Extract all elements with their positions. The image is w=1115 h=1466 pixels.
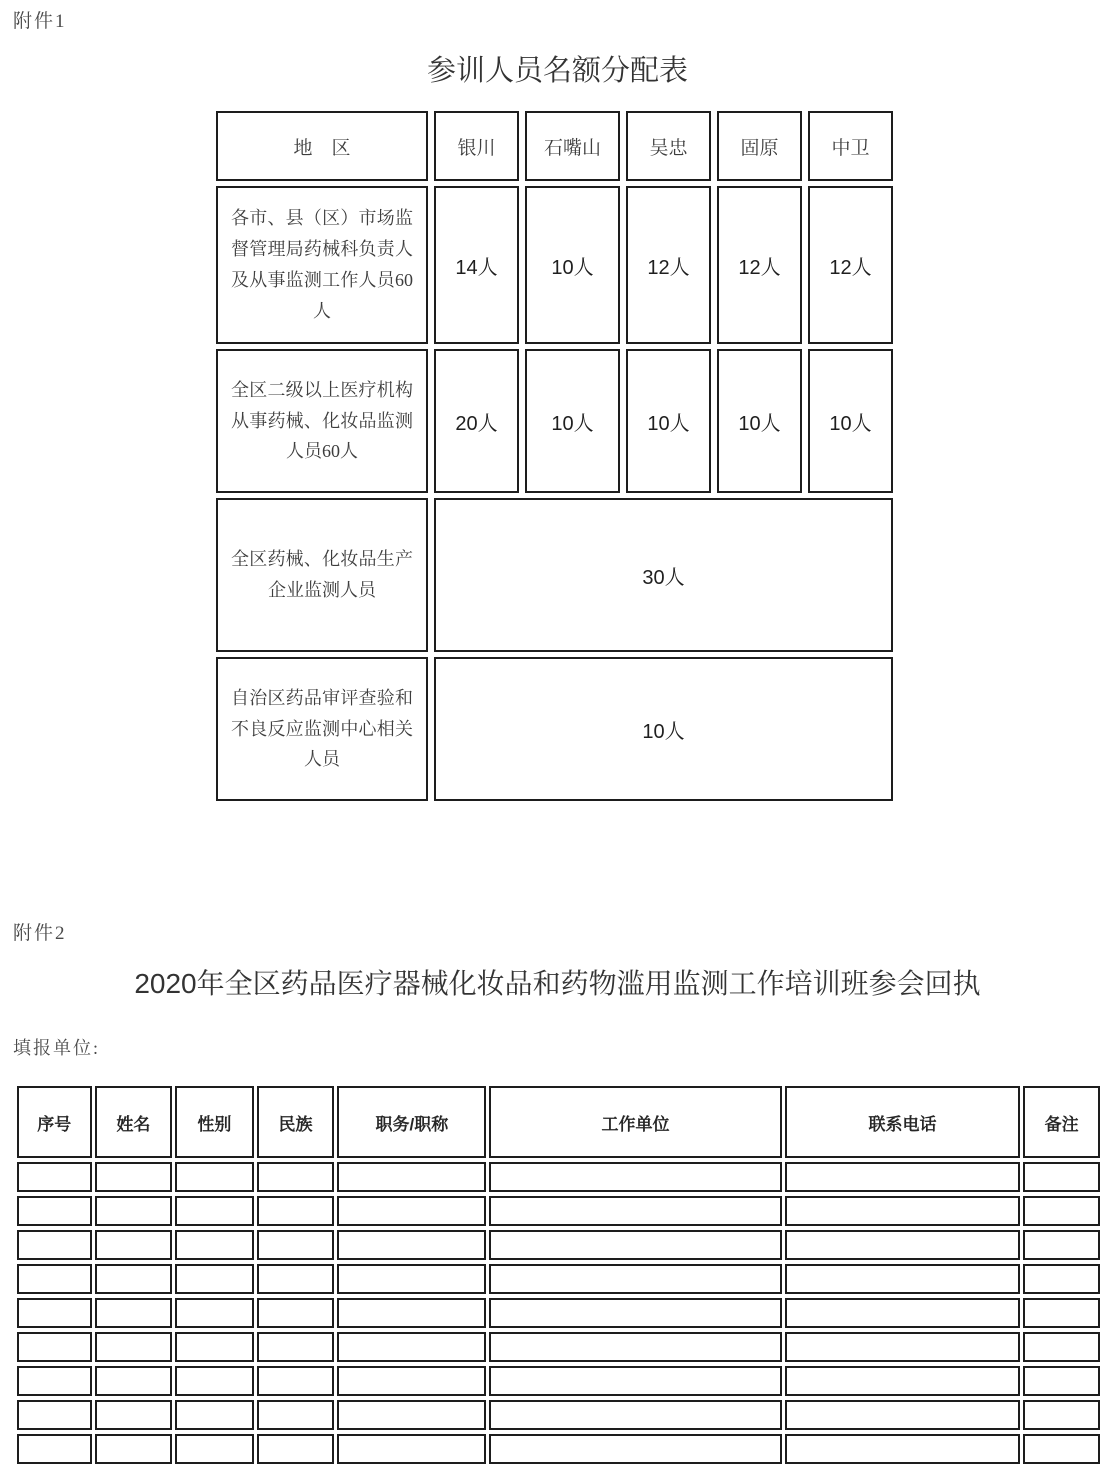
receipt-empty-cell[interactable] [337, 1400, 486, 1430]
receipt-empty-cell[interactable] [337, 1264, 486, 1294]
receipt-empty-cell[interactable] [17, 1196, 92, 1226]
receipt-table-body [17, 1086, 1100, 1464]
receipt-empty-cell[interactable] [1023, 1434, 1100, 1464]
quota-value-cell: 12人 [626, 186, 711, 344]
receipt-empty-row [17, 1196, 1100, 1226]
quota-category-cell: 全区药械、化妆品生产企业监测人员 [216, 498, 428, 652]
receipt-empty-cell[interactable] [95, 1366, 173, 1396]
quota-header-cell-guyuan: 固原 [717, 111, 802, 181]
receipt-empty-cell[interactable] [785, 1162, 1021, 1192]
quota-table [210, 106, 899, 806]
receipt-empty-cell[interactable] [489, 1366, 781, 1396]
receipt-empty-cell[interactable] [1023, 1196, 1100, 1226]
receipt-empty-cell[interactable] [1023, 1230, 1100, 1260]
quota-value-cell: 10人 [525, 186, 620, 344]
receipt-empty-cell[interactable] [257, 1230, 335, 1260]
quota-value-cell: 10人 [626, 349, 711, 493]
receipt-header-cell-remark: 备注 [1023, 1086, 1100, 1158]
receipt-empty-cell[interactable] [337, 1196, 486, 1226]
receipt-empty-row [17, 1264, 1100, 1294]
quota-header-cell-zhongwei: 中卫 [808, 111, 893, 181]
quota-merged-value-cell: 30人 [434, 498, 893, 652]
receipt-empty-row [17, 1434, 1100, 1464]
receipt-empty-row [17, 1366, 1100, 1396]
receipt-empty-cell[interactable] [17, 1332, 92, 1362]
receipt-empty-cell[interactable] [17, 1264, 92, 1294]
quota-row [216, 349, 893, 493]
receipt-empty-cell[interactable] [175, 1264, 254, 1294]
receipt-empty-cell[interactable] [175, 1230, 254, 1260]
receipt-empty-cell[interactable] [337, 1230, 486, 1260]
receipt-empty-cell[interactable] [1023, 1298, 1100, 1328]
receipt-empty-cell[interactable] [337, 1434, 486, 1464]
quota-header-cell-shizuishan: 石嘴山 [525, 111, 620, 181]
receipt-header-row [17, 1086, 1100, 1158]
quota-header-cell-wuzhong: 吴忠 [626, 111, 711, 181]
receipt-empty-cell[interactable] [489, 1162, 781, 1192]
receipt-empty-cell[interactable] [489, 1400, 781, 1430]
quota-value-cell: 10人 [525, 349, 620, 493]
receipt-empty-cell[interactable] [785, 1400, 1021, 1430]
receipt-empty-cell[interactable] [337, 1298, 486, 1328]
receipt-empty-cell[interactable] [95, 1400, 173, 1430]
receipt-empty-cell[interactable] [489, 1264, 781, 1294]
quota-table-title: 参训人员名额分配表 [426, 55, 688, 87]
receipt-empty-cell[interactable] [175, 1162, 254, 1192]
quota-value-cell: 14人 [434, 186, 519, 344]
quota-category-cell: 全区二级以上医疗机构从事药械、化妆品监测人员60人 [216, 349, 428, 493]
receipt-empty-cell[interactable] [257, 1196, 335, 1226]
quota-row [216, 498, 893, 652]
quota-merged-value-cell: 10人 [434, 657, 893, 801]
quota-row [216, 186, 893, 344]
receipt-empty-cell[interactable] [95, 1230, 173, 1260]
receipt-empty-cell[interactable] [17, 1366, 92, 1396]
receipt-empty-cell[interactable] [175, 1400, 254, 1430]
receipt-empty-cell[interactable] [17, 1434, 92, 1464]
receipt-header-cell-number: 序号 [17, 1086, 92, 1158]
receipt-empty-cell[interactable] [257, 1264, 335, 1294]
receipt-empty-cell[interactable] [257, 1434, 335, 1464]
receipt-empty-cell[interactable] [95, 1434, 173, 1464]
receipt-header-cell-ethnicity: 民族 [257, 1086, 335, 1158]
receipt-empty-cell[interactable] [95, 1162, 173, 1192]
receipt-empty-cell[interactable] [489, 1196, 781, 1226]
receipt-empty-cell[interactable] [175, 1434, 254, 1464]
receipt-empty-cell[interactable] [785, 1434, 1021, 1464]
attachment2-label: 附件2 [13, 923, 67, 944]
receipt-empty-cell[interactable] [489, 1434, 781, 1464]
receipt-header-cell-position: 职务/职称 [337, 1086, 486, 1158]
receipt-empty-cell[interactable] [1023, 1162, 1100, 1192]
receipt-empty-cell[interactable] [257, 1400, 335, 1430]
receipt-empty-cell[interactable] [785, 1366, 1021, 1396]
receipt-empty-cell[interactable] [17, 1400, 92, 1430]
receipt-header-cell-workunit: 工作单位 [489, 1086, 781, 1158]
receipt-empty-cell[interactable] [257, 1366, 335, 1396]
quota-value-cell: 10人 [808, 349, 893, 493]
quota-header-cell-yinchuan: 银川 [434, 111, 519, 181]
quota-category-cell: 各市、县（区）市场监督管理局药械科负责人及从事监测工作人员60人 [216, 186, 428, 344]
receipt-table-title: 2020年全区药品医疗器械化妆品和药物滥用监测工作培训班参会回执 [134, 968, 981, 999]
receipt-empty-cell[interactable] [337, 1366, 486, 1396]
receipt-empty-cell[interactable] [489, 1230, 781, 1260]
receipt-empty-row [17, 1298, 1100, 1328]
receipt-empty-row [17, 1162, 1100, 1192]
receipt-empty-row [17, 1400, 1100, 1430]
receipt-empty-cell[interactable] [337, 1162, 486, 1192]
receipt-empty-cell[interactable] [257, 1298, 335, 1328]
report-unit-label: 填报单位: [13, 1038, 101, 1058]
receipt-empty-cell[interactable] [785, 1264, 1021, 1294]
receipt-empty-cell[interactable] [95, 1196, 173, 1226]
receipt-empty-cell[interactable] [17, 1230, 92, 1260]
receipt-empty-cell[interactable] [489, 1332, 781, 1362]
quota-value-cell: 10人 [717, 349, 802, 493]
receipt-empty-cell[interactable] [785, 1196, 1021, 1226]
receipt-empty-cell[interactable] [175, 1366, 254, 1396]
receipt-empty-cell[interactable] [785, 1230, 1021, 1260]
receipt-empty-cell[interactable] [95, 1298, 173, 1328]
quota-value-cell: 20人 [434, 349, 519, 493]
receipt-empty-cell[interactable] [1023, 1400, 1100, 1430]
receipt-empty-cell[interactable] [95, 1332, 173, 1362]
receipt-empty-cell[interactable] [257, 1162, 335, 1192]
receipt-empty-cell[interactable] [175, 1196, 254, 1226]
quota-header-row [216, 111, 893, 181]
receipt-empty-cell[interactable] [337, 1332, 486, 1362]
receipt-header-cell-phone: 联系电话 [785, 1086, 1021, 1158]
receipt-empty-cell[interactable] [1023, 1264, 1100, 1294]
attachment1-label: 附件1 [13, 11, 67, 32]
receipt-empty-cell[interactable] [95, 1264, 173, 1294]
receipt-header-cell-gender: 性别 [175, 1086, 254, 1158]
receipt-empty-cell[interactable] [1023, 1366, 1100, 1396]
receipt-empty-cell[interactable] [785, 1332, 1021, 1362]
receipt-header-cell-name: 姓名 [95, 1086, 173, 1158]
receipt-empty-cell[interactable] [17, 1162, 92, 1192]
quota-value-cell: 12人 [717, 186, 802, 344]
quota-category-cell: 自治区药品审评查验和不良反应监测中心相关人员 [216, 657, 428, 801]
receipt-empty-cell[interactable] [785, 1298, 1021, 1328]
receipt-empty-cell[interactable] [257, 1332, 335, 1362]
receipt-empty-cell[interactable] [489, 1298, 781, 1328]
quota-row [216, 657, 893, 801]
receipt-empty-row [17, 1230, 1100, 1260]
quota-header-cell-region: 地 区 [216, 111, 428, 181]
receipt-empty-cell[interactable] [175, 1332, 254, 1362]
receipt-empty-cell[interactable] [1023, 1332, 1100, 1362]
quota-value-cell: 12人 [808, 186, 893, 344]
receipt-empty-row [17, 1332, 1100, 1362]
receipt-empty-cell[interactable] [175, 1298, 254, 1328]
receipt-table [14, 1082, 1103, 1466]
receipt-empty-cell[interactable] [17, 1298, 92, 1328]
